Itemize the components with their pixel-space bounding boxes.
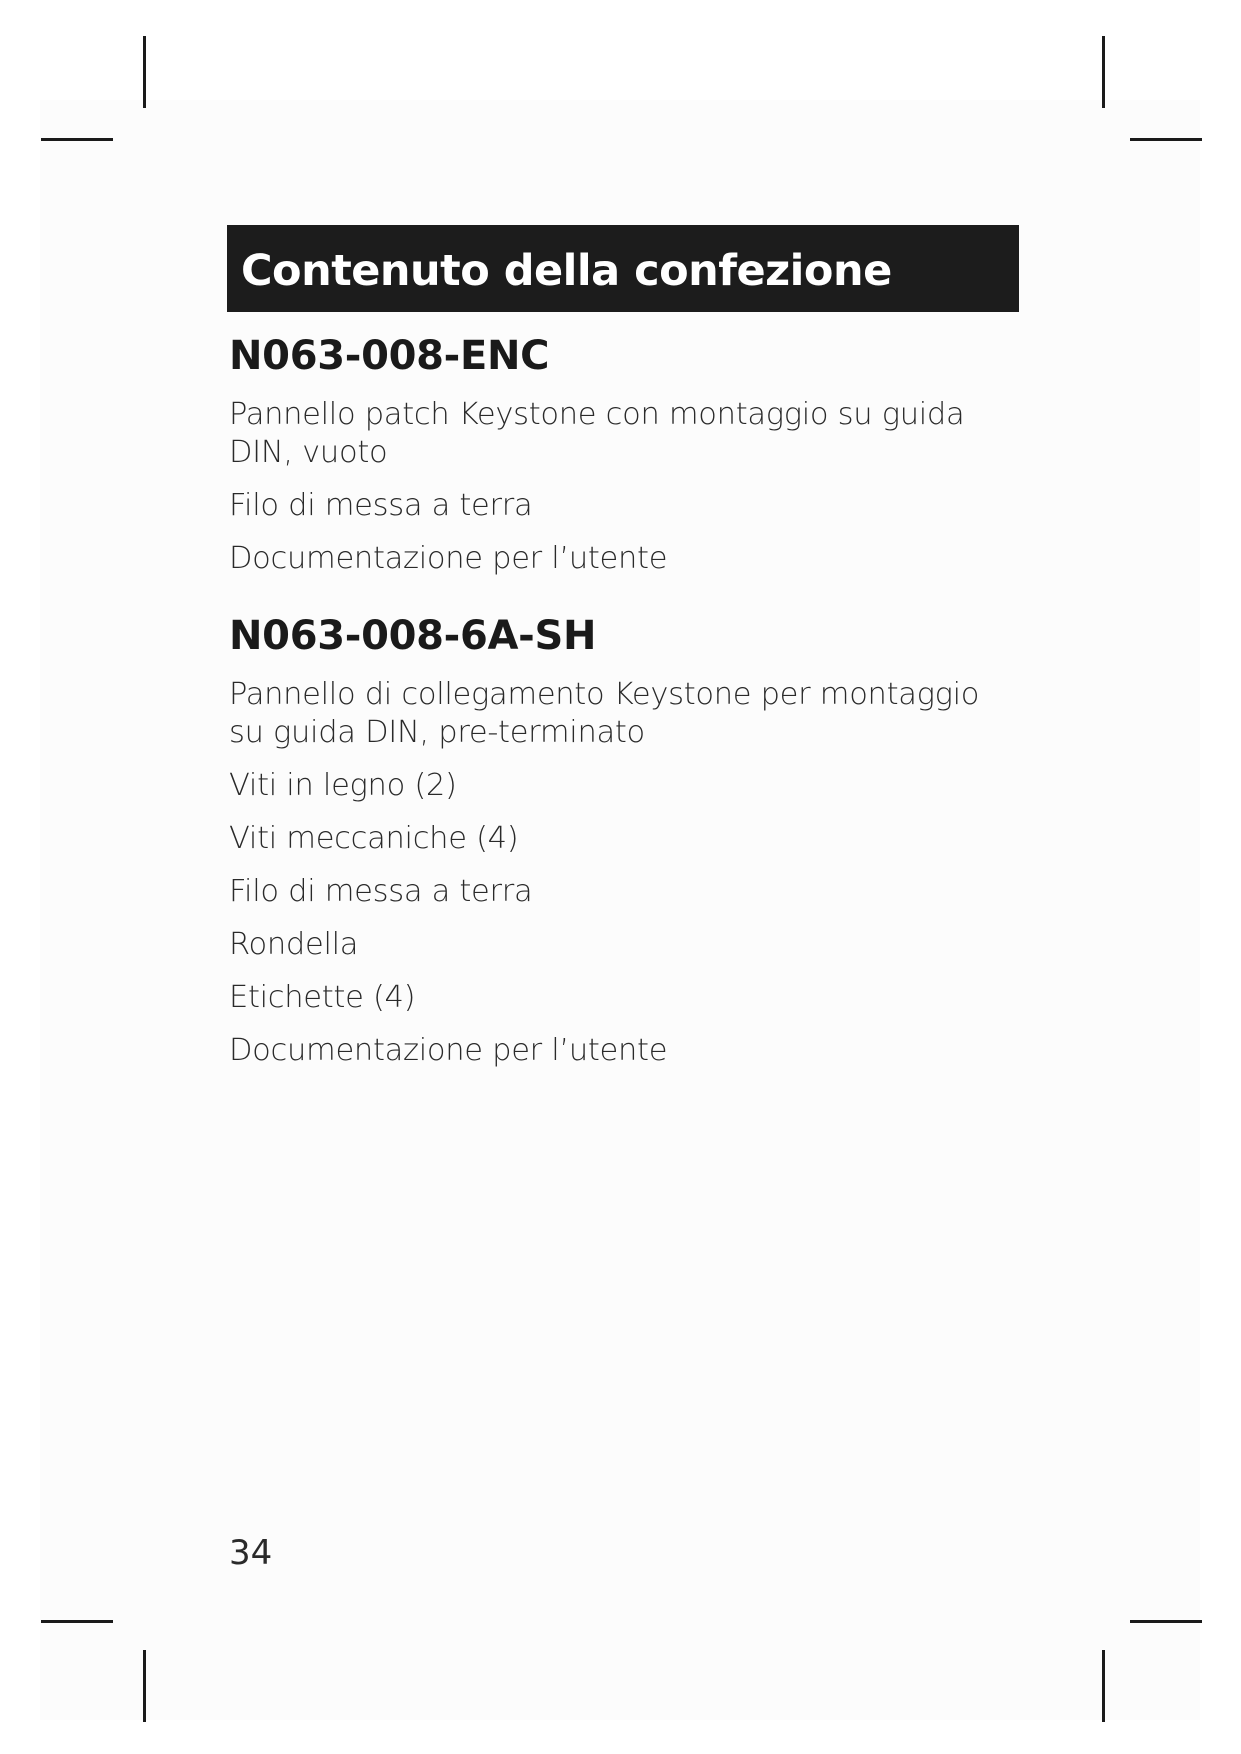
crop-mark-top-left-vertical [143,36,146,108]
item-list-6a-sh [229,676,1019,1070]
crop-mark-bottom-left-vertical [143,1650,146,1722]
list-item: Filo di messa a terra [229,874,533,909]
list-item: Documentazione per l’utente [229,541,668,576]
crop-mark-top-right-vertical [1102,36,1105,108]
crop-mark-bottom-left-horizontal [41,1620,113,1623]
crop-mark-top-left-horizontal [41,138,113,141]
model-heading-enc: N063-008-ENC [229,333,550,379]
section-title: Contenuto della confezione [241,245,892,296]
list-item: Documentazione per l’utente [229,1033,668,1068]
list-item: Etichette (4) [229,980,416,1015]
list-item: Viti in legno (2) [229,768,457,803]
crop-mark-top-right-horizontal [1130,138,1202,141]
main-content [229,225,1019,1085]
page-number: 34 [229,1533,273,1573]
list-item: Rondella [229,927,359,962]
list-item: Pannello di collegamento Keystone per montaggio su guida DIN, pre-terminato [229,677,980,750]
list-item: Pannello patch Keystone con montaggio su guida DIN, vuoto [229,397,965,470]
list-item: Filo di messa a terra [229,488,533,523]
item-list-enc [229,396,1019,578]
section-header-bar [227,225,1019,312]
model-heading-6a-sh: N063-008-6A-SH [229,613,597,659]
list-item: Viti meccaniche (4) [229,821,519,856]
crop-mark-bottom-right-horizontal [1130,1620,1202,1623]
crop-mark-bottom-right-vertical [1102,1650,1105,1722]
